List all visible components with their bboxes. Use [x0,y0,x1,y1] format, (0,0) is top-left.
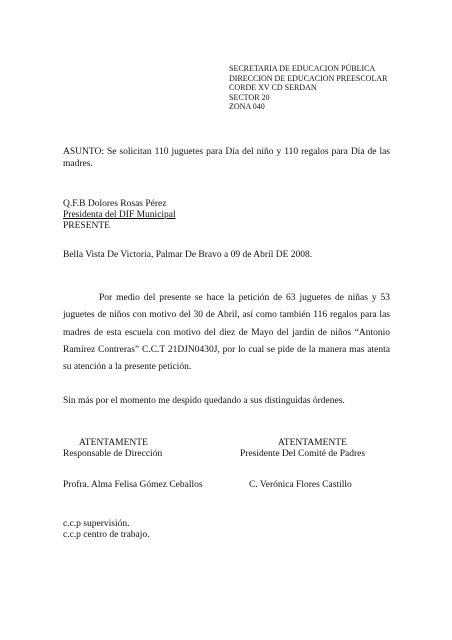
signer-name-left: Profra. Alma Felisa Gómez Ceballos [63,480,203,490]
signer-name-right: C. Verónica Flores Castillo [249,480,352,490]
role-right: Presidente Del Comité de Padres [240,449,366,459]
addressee-title: Presidenta del DIF Municipal [63,210,176,220]
letter-body: Por medio del presente se hace la petición de 63 juguetes de niñas y 53 juguetes de niños con motivo del 30 de Abril, así como también 116 regalos para las madres de esta escuela con motivo del diez de Mayo del jardín de niños “Antonio Ramírez Contreras” C.C.T 21DJN0430J, por lo cual se pide de la manera mas atenta su atención a la presente petición. [63,293,390,373]
letterhead-line: SECTOR 20 [229,92,270,102]
subject-line: ASUNTO: Se solicitan 110 juguetes para Día del niño y 110 regalos para Día de las madres. [63,147,390,169]
addressee-block [63,199,176,232]
letterhead-line: SECRETARIA DE EDUCACION PÚBLICA [229,64,376,73]
salutation-right: ATENTAMENTE [278,438,347,448]
letterhead-line: DIRECCION DE EDUCACION PREESCOLAR [229,73,388,83]
signature-left [63,438,203,460]
role-left: Responsable de Dirección [63,449,163,459]
carbon-copy-list [63,519,150,541]
closing-line: Sin más por el momento me despido quedando a sus distinguidas órdenes. [63,396,345,406]
signature-right [240,438,400,460]
addressee-name: Q.F.B Dolores Rosas Pérez [63,199,167,209]
place-and-date: Bella Vista De Victoria, Palmar De Bravo a 09 de Abril DE 2008. [63,250,313,260]
ccp-item: c.c.p supervisión. [63,519,130,529]
ccp-item: c.c.p centro de trabajo. [63,530,150,540]
salutation-left: ATENTAMENTE [79,438,148,448]
letterhead [229,64,387,112]
letterhead-line: CORDE XV CD SERDAN [229,83,317,93]
letterhead-line: ZONA 040 [229,102,265,112]
addressee-presente: PRESENTE [63,221,110,231]
